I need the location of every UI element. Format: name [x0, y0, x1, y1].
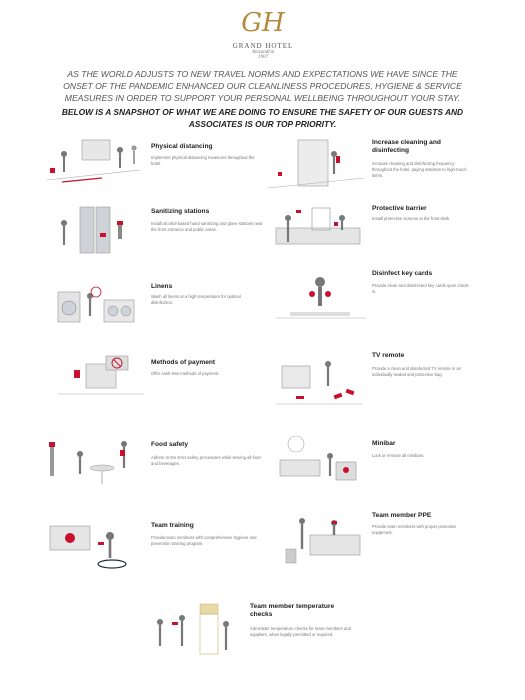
measure-title-cleaning: Increase cleaning and disinfecting	[372, 139, 441, 154]
measure-desc-tv-remote: Provide a clean and disinfected TV remote in an individually sealed and protective bag.	[372, 366, 462, 377]
payment-illustration	[58, 350, 144, 400]
tv-remote-illustration	[276, 350, 362, 412]
measure-title-minibar: Minibar	[372, 440, 396, 447]
food-safety-illustration	[44, 432, 144, 492]
cleaning-illustration	[268, 138, 364, 194]
measure-desc-protective-barrier: Install protective screens at the front desk.	[372, 216, 451, 221]
measure-title-physical-distancing: Physical distancing	[151, 143, 213, 150]
measure-desc-linens: Wash all linens at a high temperature for optimal disinfection.	[151, 294, 241, 305]
measure-title-team-ppe: Team member PPE	[372, 512, 432, 519]
team-training-illustration	[40, 512, 140, 572]
measure-desc-sanitizing: Install alcohol-based hand sanitizing and glove stations near the front entrance and public areas.	[151, 221, 263, 232]
measure-title-food-safety: Food safety	[151, 441, 189, 448]
measure-desc-minibar: Lock or remove all minibars.	[372, 453, 425, 458]
logo-name: GRAND HOTEL	[232, 42, 294, 50]
measure-title-linens: Linens	[151, 283, 173, 290]
measure-desc-cleaning: Increase cleaning and disinfecting frequency throughout the hotel, paying attention to high-touch items.	[372, 161, 467, 178]
sanitizing-stations-illustration	[50, 205, 140, 257]
protective-barrier-illustration	[268, 202, 364, 258]
measure-desc-team-ppe: Provide team members with proper protective equipment.	[372, 524, 457, 535]
measure-desc-payment: Offer cash-less methods of payment.	[151, 371, 220, 376]
physical-distancing-illustration	[42, 138, 142, 188]
hotel-logo	[226, 6, 300, 60]
minibar-illustration	[276, 432, 364, 492]
linens-illustration	[52, 282, 142, 330]
measure-desc-temperature-checks: Administer temperature checks for team members and suppliers, when legally permitted or required.	[250, 626, 352, 637]
logo-script: Alexandria	[251, 50, 275, 55]
key-cards-illustration	[276, 268, 366, 328]
measure-desc-key-cards: Provide clean and disinfected key cards upon check-in.	[372, 283, 470, 294]
measure-title-key-cards: Disinfect key cards	[372, 270, 433, 277]
measure-title-sanitizing: Sanitizing stations	[151, 208, 210, 215]
measure-desc-physical-distancing: Implement physical distancing measures throughout the hotel.	[151, 155, 255, 166]
intro-text: AS THE WORLD ADJUSTS TO NEW TRAVEL NORMS AND EXPECTATIONS WE HAVE SINCE THE ONSET OF THE PANDEMIC ENHANCED OUR CLEANLINESS PROCEDURES, HYGIENE & SERVICE MEASURES IN ORDER TO SUPPORT YOUR PERSONAL WELLBEING THROUGHOUT YOUR STAY.	[63, 69, 462, 103]
temperature-check-illustration	[148, 600, 240, 662]
measure-desc-team-training: Provide team members with comprehensive hygiene and prevention training program.	[151, 535, 257, 546]
logo-monogram: GH	[241, 8, 285, 38]
measure-title-payment: Methods of payment	[151, 359, 216, 366]
measure-title-temperature-checks: Team member temperature checks	[250, 603, 335, 618]
measure-title-team-training: Team training	[151, 522, 194, 529]
team-ppe-illustration	[280, 505, 366, 567]
measure-title-tv-remote: TV remote	[372, 352, 405, 359]
logo-year: 1907	[258, 55, 268, 60]
intro-bold-text: BELOW IS A SNAPSHOT OF WHAT WE ARE DOING TO ENSURE THE SAFETY OF OUR GUESTS AND ASSOCIATES IS OUR TOP PRIORITY.	[61, 107, 464, 129]
measure-title-protective-barrier: Protective barrier	[372, 205, 427, 212]
measure-desc-food-safety: Adhere to the strict safety procedures while serving all food and beverages.	[151, 455, 261, 466]
